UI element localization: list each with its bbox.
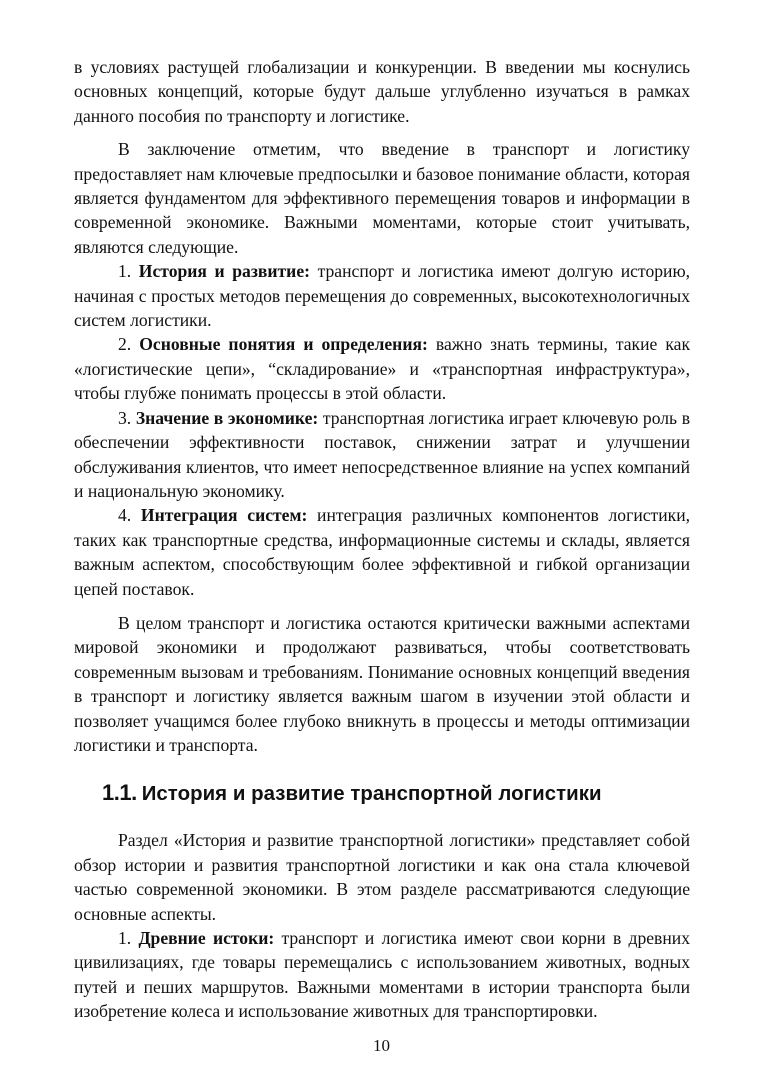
point-3-text: транспортная логистика играет ключевую роль в обеспечении эффективности поставок, снижении затрат и улучшении обслуживания клиентов, что имеет непосредственное влияние на успех компаний и национальную экономику.: [74, 407, 690, 501]
section-intro-paragraph: Раздел «История и развитие транспортной логистики» представляет собой обзор истории и развития транспортной логистики и как она стала ключевой частью современной экономики. В этом разделе рассматриваются следующие основные аспекты.: [74, 830, 690, 924]
point-4: [74, 503, 690, 601]
point-3: [74, 406, 690, 504]
section-title: История и развитие транспортной логистики: [141, 783, 602, 806]
point-1: [74, 259, 690, 332]
point-2-text: важно знать термины, такие как «логистические цепи», “складирование» и «транспортная инфраструктура», чтобы глубже понимать процессы в этой области.: [74, 334, 690, 404]
point-4-number: 4.: [118, 505, 132, 526]
section-point-1-text: транспорт и логистика имеют свои корни в древних цивилизациях, где товары перемещались с использованием животных, водных путей и пеших маршрутов. Важными моментами в истории транспорта были изобретение колеса и использование животных для транспортировки.: [74, 928, 690, 1022]
page-body: [74, 55, 690, 1024]
section-point-1-number: 1.: [118, 928, 132, 948]
point-4-text: интеграция различных компонентов логистики, таких как транспортные средства, информационные системы и склады, является важным аспектом, способствующим более эффективной и гибкой организации цепей поставок.: [74, 505, 691, 599]
point-4-term: Интеграция систем:: [140, 505, 308, 526]
point-1-text: транспорт и логистика имеют долгую историю, начиная с простых методов перемещения до современных, высокотехнологичных систем логистики.: [74, 261, 691, 331]
section-heading: [74, 779, 690, 808]
section-number: 1.1.: [102, 780, 137, 806]
point-1-number: 1.: [118, 261, 132, 282]
point-2: [74, 332, 690, 405]
intro-end-paragraph: в условиях растущей глобализации и конкуренции. В введении мы коснулись основных концепций, которые будут дальше углубленно изучаться в рамках данного пособия по транспорту и логистике.: [74, 57, 690, 126]
point-1-term: История и развитие:: [138, 261, 310, 282]
section-point-1: [74, 926, 690, 1024]
page-number: 10: [373, 1036, 390, 1055]
summary-paragraph: В целом транспорт и логистика остаются критически важными аспектами мировой экономики и продолжают развиваться, чтобы соответствовать современным вызовам и требованиям. Понимание основных концепций введения в транспорт и логистику является важным шагом в изучении этой области и позволяет учащимся более глубоко вникнуть в процессы и методы оптимизации логистики и транспорта.: [74, 612, 690, 755]
conclusion-paragraph: В заключение отметим, что введение в транспорт и логистику предоставляет нам ключевые предпосылки и базовое понимание области, которая является фундаментом для эффективного перемещения товаров и информации в современной экономике. Важными моментами, которые стоит учитывать, являются следующие.: [74, 139, 690, 257]
point-3-term: Значение в экономике:: [135, 407, 319, 428]
point-2-term: Основные понятия и определения:: [139, 334, 428, 355]
point-2-number: 2.: [118, 334, 132, 355]
section-point-1-term: Древние истоки:: [138, 928, 275, 948]
point-3-number: 3.: [118, 407, 132, 428]
